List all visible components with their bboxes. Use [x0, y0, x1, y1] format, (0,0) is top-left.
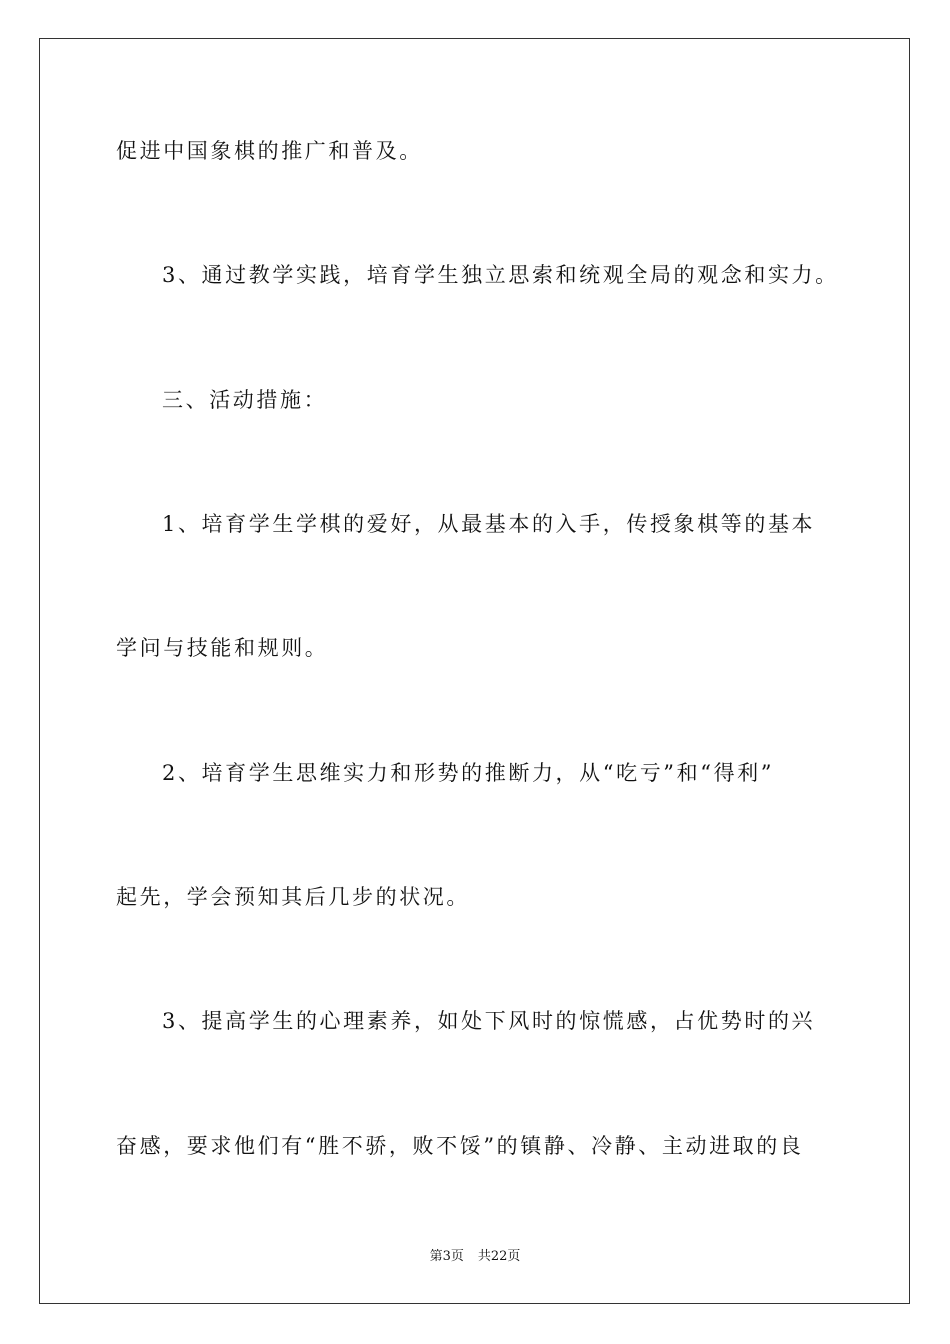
text-line: 学问与技能和规则。 — [116, 636, 329, 660]
text-line: 1、培育学生学棋的爱好，从最基本的入手，传授象棋等的基本 — [162, 512, 816, 536]
section-heading: 三、活动措施： — [162, 388, 328, 412]
total-pages: 共22页 — [477, 1249, 521, 1264]
text-line: 促进中国象棋的推广和普及。 — [116, 139, 423, 163]
text-line: 3、通过教学实践，培育学生独立思索和统观全局的观念和实力。 — [162, 263, 839, 287]
text-line: 3、提高学生的心理素养，如处下风时的惊慌感，占优势时的兴 — [162, 1009, 816, 1033]
page-number: 第3页 — [429, 1249, 464, 1264]
page-frame — [39, 38, 910, 1304]
text-line: 奋感，要求他们有“胜不骄，败不馁”的镇静、冷静、主动进取的良 — [116, 1134, 804, 1158]
text-line: 2、培育学生思维实力和形势的推断力，从“吃亏”和“得利” — [162, 761, 775, 785]
text-line: 起先，学会预知其后几步的状况。 — [116, 885, 470, 909]
page-footer — [0, 1248, 950, 1266]
